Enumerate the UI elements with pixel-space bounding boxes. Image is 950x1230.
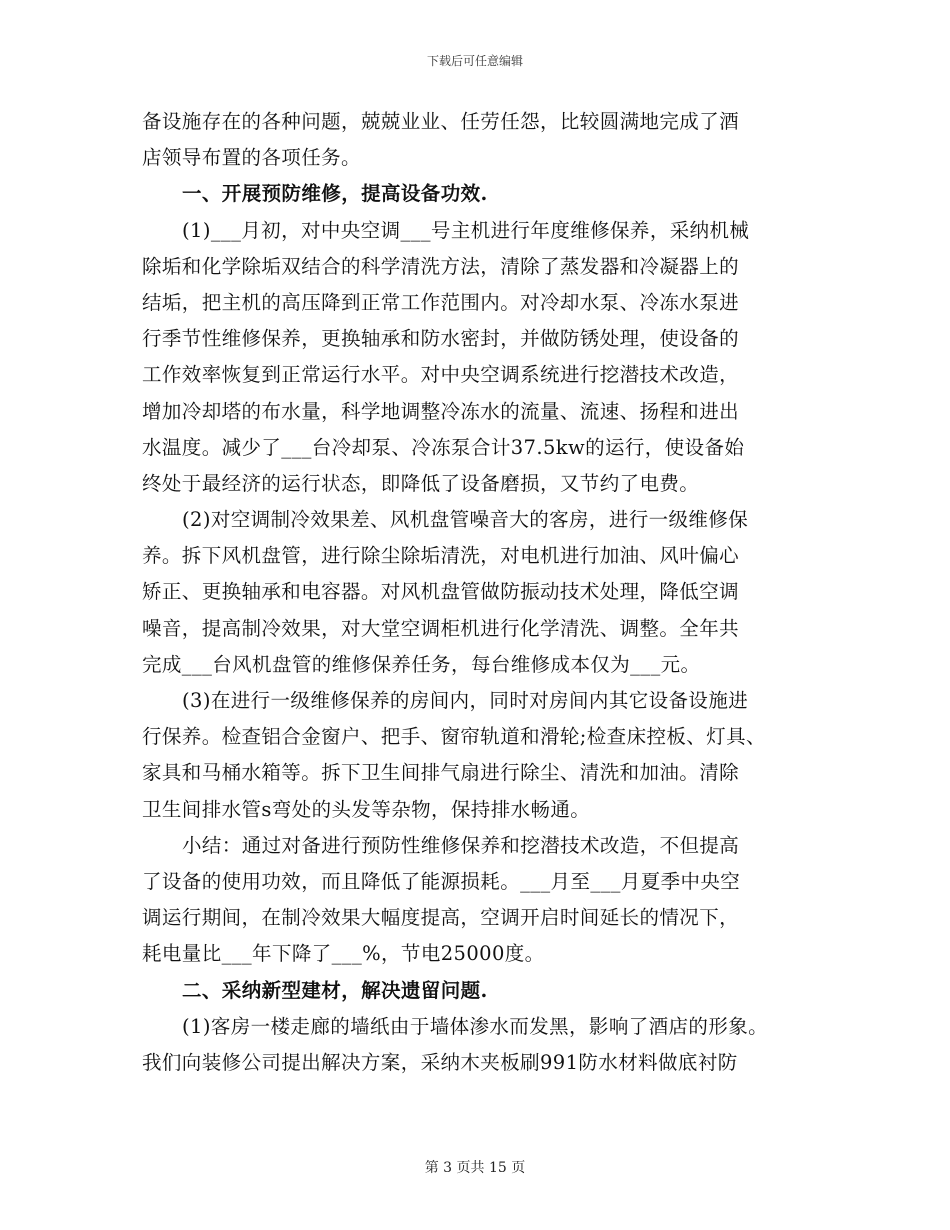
paragraph-line: (3)在进行一级维修保养的房间内，同时对房间内其它设备设施进 xyxy=(182,689,749,712)
paragraph-line: 卫生间排水管s弯处的头发等杂物，保持排水畅通。 xyxy=(142,797,591,821)
document-body xyxy=(142,104,822,1081)
paragraph-line: 我们向装修公司提出解决方案，采纳木夹板刷991防水材料做底衬防 xyxy=(142,1050,738,1074)
page-footer: 第 3 页共 15 页 xyxy=(424,1160,526,1176)
paragraph-line: 店领导布置的各项任务。 xyxy=(142,146,361,170)
paragraph-line: 家具和马桶水箱等。拆下卫生间排气扇进行除尘、清洗和加油。清除 xyxy=(142,761,740,785)
paragraph-line: 噪音，提高制冷效果，对大堂空调柜机进行化学清洗、调整。全年共 xyxy=(142,616,740,640)
paragraph-line: 完成___台风机盘管的维修保养任务，每台维修成本仅为___元。 xyxy=(142,652,701,676)
paragraph-line: 终处于最经济的运行状态，即降低了设备磨损，又节约了电费。 xyxy=(142,471,700,495)
paragraph-line: 备设施存在的各种问题，兢兢业业、任劳任怨，比较圆满地完成了酒 xyxy=(142,110,740,133)
paragraph-line: 行保养。检查铝合金窗户、把手、窗帘轨道和滑轮;检查床控板、灯具、 xyxy=(142,725,766,749)
paragraph-line: (2)对空调制冷效果差、风机盘管噪音大的客房，进行一级维修保 xyxy=(182,508,749,532)
paragraph-line: 了设备的使用功效，而且降低了能源损耗。___月至___月夏季中央空 xyxy=(142,869,741,893)
paragraph-line: 结垢，把主机的高压降到正常工作范围内。对冷却水泵、冷冻水泵进 xyxy=(142,290,740,314)
section-heading: 一、开展预防维修，提高设备功效. xyxy=(182,182,488,206)
paragraph-line: (1)客房一楼走廊的墙纸由于墙体渗水而发黑，影响了酒店的形象。 xyxy=(182,1014,769,1038)
paragraph-line: 调运行期间，在制冷效果大幅度提高，空调开启时间延长的情况下， xyxy=(142,906,740,930)
section-heading: 二、采纳新型建材，解决遗留问题. xyxy=(182,978,488,1002)
paragraph-line: 养。拆下风机盘管，进行除尘除垢清洗，对电机进行加油、风叶偏心 xyxy=(142,544,740,568)
paragraph-line: 行季节性维修保养，更换轴承和防水密封，并做防锈处理，使设备的 xyxy=(142,327,740,351)
page-header: 下载后可任意编辑 xyxy=(426,54,523,68)
paragraph-line: (1)___月初，对中央空调___号主机进行年度维修保养，采纳机械 xyxy=(182,218,750,242)
paragraph-line: 工作效率恢复到正常运行水平。对中央空调系统进行挖潜技术改造， xyxy=(142,363,740,387)
paragraph-line: 矫正、更换轴承和电容器。对风机盘管做防振动技术处理，降低空调 xyxy=(142,580,740,604)
paragraph-line: 小结：通过对备进行预防性维修保养和挖潜技术改造，不但提高 xyxy=(182,833,740,857)
paragraph-line: 除垢和化学除垢双结合的科学清洗方法，清除了蒸发器和冷凝器上的 xyxy=(142,254,740,278)
paragraph-line: 耗电量比___年下降了___%，节电25000度。 xyxy=(142,942,545,966)
paragraph-line: 增加冷却塔的布水量，科学地调整冷冻水的流量、流速、扬程和进出 xyxy=(142,399,740,423)
paragraph-line: 水温度。减少了___台冷却泵、冷冻泵合计37.5kw的运行，使设备始 xyxy=(142,435,745,459)
